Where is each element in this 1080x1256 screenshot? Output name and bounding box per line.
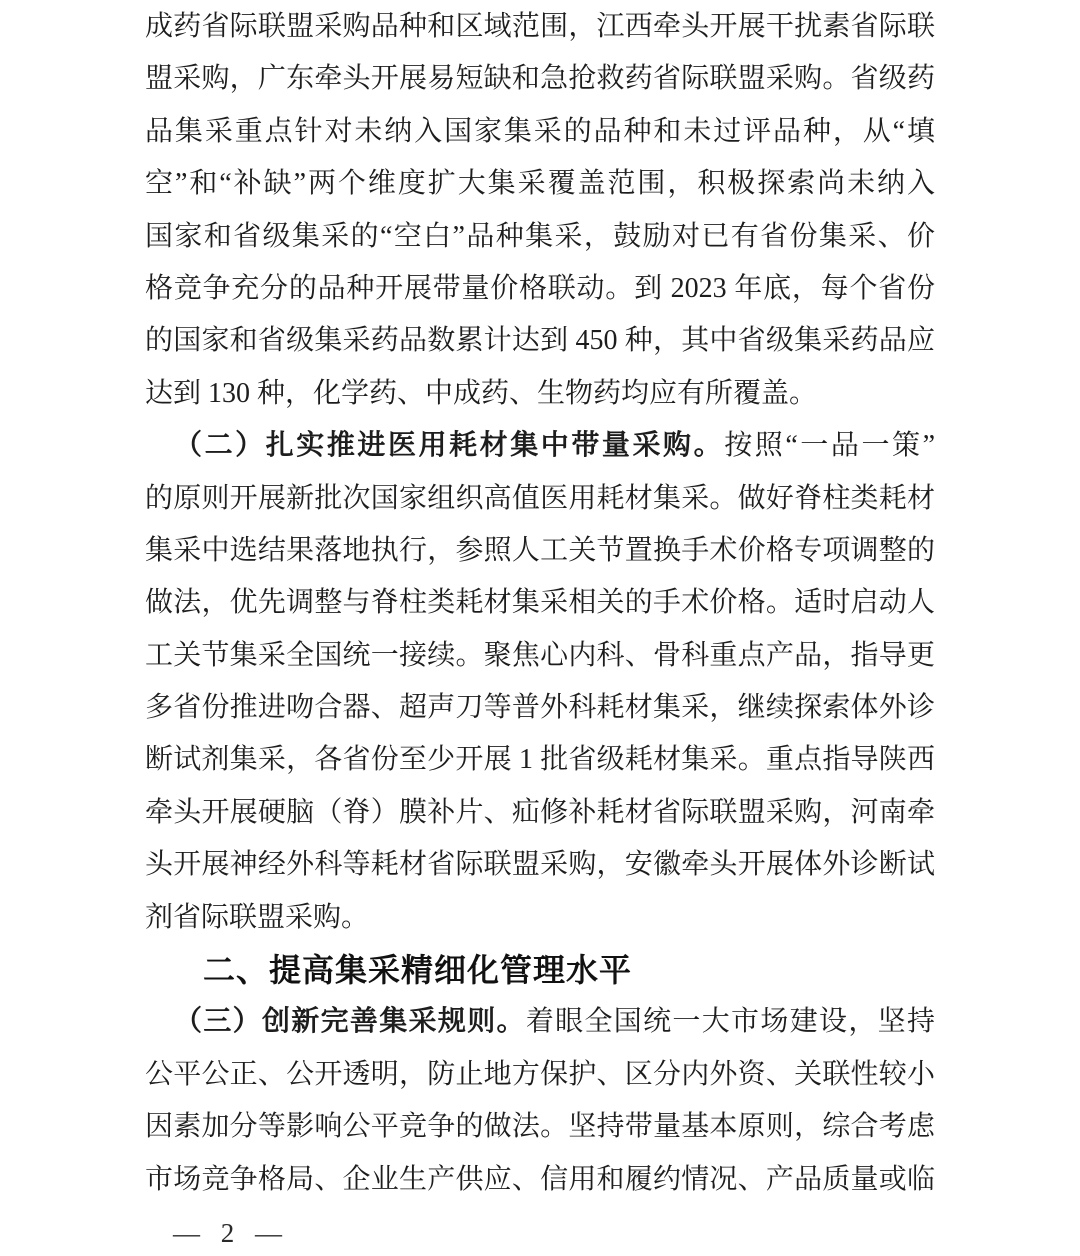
text-line — [145, 53, 935, 105]
text-line — [145, 211, 935, 263]
paragraph-procurement-rules — [145, 996, 935, 1206]
text-line — [145, 630, 935, 682]
text-line — [145, 473, 935, 525]
section-heading-2 — [145, 944, 935, 996]
text-line — [145, 1, 935, 53]
body-text-segment: 的国家和省级集采药品数累计达到 450 种，其中省级集采药品应 — [145, 325, 935, 357]
text-line — [145, 682, 935, 734]
body-text-segment: 断试剂集采，各省份至少开展 1 批省级耗材集采。重点指导陕西 — [145, 744, 935, 776]
body-text-segment: 格竞争充分的品种开展带量价格联动。到 2023 年底，每个省份 — [145, 272, 935, 304]
body-text-segment: 公平公正、公开透明，防止地方保护、区分内外资、关联性较小 — [145, 1058, 935, 1090]
body-text-segment: 达到 130 种，化学药、中成药、生物药均应有所覆盖。 — [145, 377, 818, 409]
text-line — [145, 839, 935, 891]
body-text-segment: 工关节集采全国统一接续。聚焦心内科、骨科重点产品，指导更 — [145, 639, 935, 671]
text-line — [145, 734, 935, 786]
section-heading-text: 二、提高集采精细化管理水平 — [203, 952, 633, 989]
text-line — [145, 525, 935, 577]
text-line — [145, 1101, 935, 1153]
body-text-segment: 因素加分等影响公平竞争的做法。坚持带量基本原则，综合考虑 — [145, 1111, 935, 1143]
page-number: — 2 — — [173, 1218, 283, 1248]
text-line — [145, 996, 935, 1048]
text-line — [145, 315, 935, 367]
body-text-segment: 头开展神经外科等耗材省际联盟采购，安徽牵头开展体外诊断试 — [145, 849, 935, 881]
document-body — [145, 1, 935, 1206]
body-text-segment: 着眼全国统一大市场建设，坚持 — [525, 1006, 935, 1038]
body-text-segment: 集采中选结果落地执行，参照人工关节置换手术价格专项调整的 — [145, 534, 935, 566]
text-line — [145, 263, 935, 315]
body-text-segment: 国家和省级集采的“空白”品种集采，鼓励对已有省份集采、价 — [145, 220, 935, 252]
emphasis-text-segment: （二）扎实推进医用耗材集中带量采购。 — [174, 430, 725, 462]
text-line — [145, 420, 935, 472]
text-line — [145, 1154, 935, 1206]
text-line — [145, 892, 935, 944]
text-line — [145, 158, 935, 210]
body-text-segment: 多省份推进吻合器、超声刀等普外科耗材集采，继续探索体外诊 — [145, 692, 935, 724]
text-line — [145, 787, 935, 839]
page-footer — [145, 1210, 963, 1256]
body-text-segment: 牵头开展硬脑（脊）膜补片、疝修补耗材省际联盟采购，河南牵 — [145, 796, 935, 828]
body-text-segment: 空”和“补缺”两个维度扩大集采覆盖范围，积极探索尚未纳入 — [145, 168, 935, 200]
paragraph-drug-procurement-continuation — [145, 1, 935, 420]
text-line — [145, 106, 935, 158]
body-text-segment: 成药省际联盟采购品种和区域范围，江西牵头开展干扰素省际联 — [145, 11, 935, 42]
paragraph-medical-consumables — [145, 420, 935, 944]
body-text-segment: 市场竞争格局、企业生产供应、信用和履约情况、产品质量或临 — [145, 1163, 935, 1195]
emphasis-text-segment: （三）创新完善集采规则。 — [174, 1006, 526, 1038]
text-line — [145, 944, 935, 996]
body-text-segment: 剂省际联盟采购。 — [145, 901, 370, 933]
text-line — [145, 1049, 935, 1101]
text-line — [145, 368, 935, 420]
body-text-segment: 品集采重点针对未纳入国家集采的品种和未过评品种，从“填 — [145, 115, 935, 147]
body-text-segment: 做法，优先调整与脊柱类耗材集采相关的手术价格。适时启动人 — [145, 587, 935, 619]
body-text-segment: 盟采购，广东牵头开展易短缺和急抢救药省际联盟采购。省级药 — [145, 63, 935, 95]
text-line — [145, 577, 935, 629]
body-text-segment: 按照“一品一策” — [724, 430, 935, 462]
body-text-segment: 的原则开展新批次国家组织高值医用耗材集采。做好脊柱类耗材 — [145, 482, 935, 514]
